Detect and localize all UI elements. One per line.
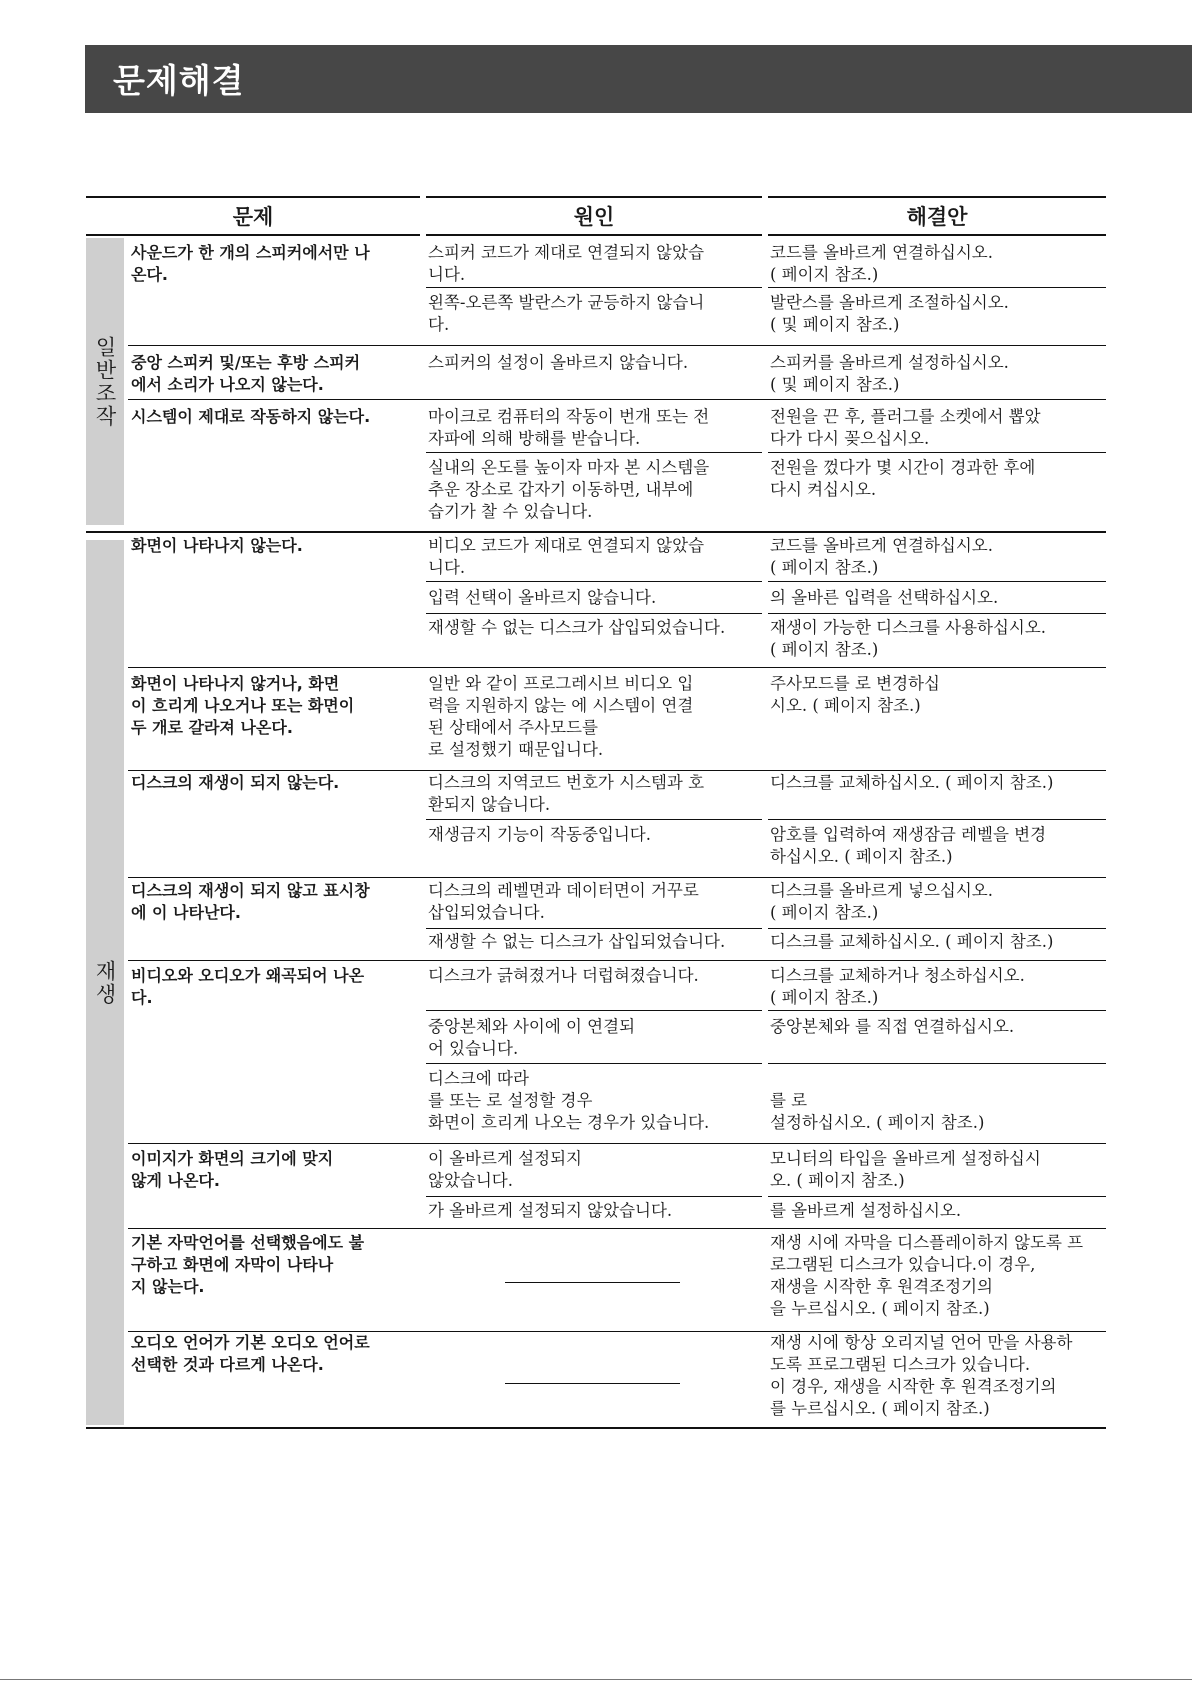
solution-text: 의 올바른 입력을 선택하십시오. (770, 588, 999, 607)
cause-text: 중앙본체와 사이에 이 연결되 어 있습니다. (428, 1017, 636, 1058)
row-divider (426, 581, 762, 582)
solution-text: 모니터의 타입을 올바르게 설정하십시 오. ( 페이지 참조.) (770, 1149, 1041, 1190)
table-bottom-rule (86, 1427, 1106, 1429)
page-title: 문제해결 (113, 61, 245, 100)
row-divider (426, 928, 762, 929)
solution-text: 디스크를 올바르게 넣으십시오. ( 페이지 참조.) (770, 881, 993, 922)
blank-cause-line (505, 1282, 680, 1283)
cause-text: 입력 선택이 올바르지 않습니다. (428, 588, 657, 607)
problem-text: 사운드가 한 개의 스피커에서만 나 온다. (131, 243, 370, 284)
solution-text: 중앙본체와 를 직접 연결하십시오. (770, 1017, 1015, 1036)
row-divider (768, 819, 1106, 820)
solution-text: 암호를 입력하여 재생잠금 레벨을 변경 하십시오. ( 페이지 참조.) (770, 825, 1047, 866)
row-divider (128, 399, 1106, 400)
cause-text: 가 올바르게 설정되지 않았습니다. (428, 1201, 673, 1220)
cause-text: 디스크가 긁혀졌거나 더럽혀졌습니다. (428, 966, 699, 985)
row-divider (768, 613, 1106, 614)
category-general (86, 238, 124, 525)
row-divider (426, 819, 762, 820)
solution-text: 재생이 가능한 디스크를 사용하십시오. ( 페이지 참조.) (770, 618, 1047, 659)
row-divider (768, 928, 1106, 929)
problem-text: 이미지가 화면의 크기에 맞지 않게 나온다. (131, 1149, 334, 1190)
solution-text: 를 올바르게 설정하십시오. (770, 1201, 962, 1220)
row-divider (128, 877, 1106, 878)
solution-text: 전원을 끈 후, 플러그를 소켓에서 뽑았 다가 다시 꽂으십시오. (770, 407, 1041, 448)
cause-text: 실내의 온도를 높이자 마자 본 시스템을 추운 장소로 갑자기 이동하면, 내부에 습기가 찰 수 있습니다. (428, 458, 710, 521)
row-divider (128, 345, 1106, 346)
row-divider (426, 452, 762, 453)
solution-text: 를 로 설정하십시오. ( 페이지 참조.) (770, 1091, 985, 1132)
problem-text: 중앙 스피커 및/또는 후방 스피커 에서 소리가 나오지 않는다. (131, 353, 361, 394)
row-divider (128, 770, 1106, 771)
solution-text: 스피커를 올바르게 설정하십시오. ( 및 페이지 참조.) (770, 353, 1009, 394)
solution-text: 재생 시에 항상 오리지널 언어 만을 사용하 도록 프로그램된 디스크가 있습니다. 이 경우, 재생을 시작한 후 원격조정기의 를 누르십시오. ( 페이지 참조.) (770, 1333, 1073, 1418)
problem-text: 오디오 언어가 기본 오디오 언어로 선택한 것과 다르게 나온다. (131, 1333, 370, 1374)
cause-text: 왼쪽-오른쪽 발란스가 균등하지 않습니 다. (428, 293, 705, 334)
problem-text: 기본 자막언어를 선택했음에도 불 구하고 화면에 자막이 나타나 지 않는다. (131, 1233, 365, 1296)
row-divider (768, 452, 1106, 453)
row-divider (768, 1010, 1106, 1011)
cause-text: 이 올바르게 설정되지 않았습니다. (428, 1149, 582, 1190)
cause-text: 스피커 코드가 제대로 연결되지 않았습 니다. (428, 243, 705, 284)
page-footer-rule (0, 1679, 1192, 1680)
row-divider (426, 287, 762, 288)
row-divider (128, 960, 1106, 961)
cause-text: 비디오 코드가 제대로 연결되지 않았습 니다. (428, 536, 705, 577)
category-playback (86, 540, 124, 1425)
solution-text: 디스크를 교체하거나 청소하십시오. ( 페이지 참조.) (770, 966, 1025, 1007)
row-divider (768, 287, 1106, 288)
solution-text: 주사모드를 로 변경하십 시오. ( 페이지 참조.) (770, 674, 940, 715)
cause-text: 재생금지 기능이 작동중입니다. (428, 825, 651, 844)
cause-text: 재생할 수 없는 디스크가 삽입되었습니다. (428, 618, 726, 637)
problem-text: 화면이 나타나지 않거나, 화면 이 흐리게 나오거나 또는 화면이 두 개로 갈라져 나온다. (131, 674, 355, 737)
row-divider (128, 1228, 1106, 1229)
row-divider (426, 613, 762, 614)
cause-text: 일반 와 같이 프로그레시브 비디오 입 력을 지원하지 않는 에 시스템이 연결 된 상태에서 주사모드를 로 설정했기 때문입니다. (428, 674, 694, 759)
problem-text: 디스크의 재생이 되지 않는다. (131, 773, 340, 792)
cause-text: 마이크로 컴퓨터의 작동이 번개 또는 전 자파에 의해 방해를 받습니다. (428, 407, 710, 448)
cause-text: 재생할 수 없는 디스크가 삽입되었습니다. (428, 932, 726, 951)
category-general-label: 일반조작 (93, 335, 117, 428)
solution-text: 재생 시에 자막을 디스플레이하지 않도록 프 로그램된 디스크가 있습니다.이 경우, 재생을 시작한 후 원격조정기의 을 누르십시오. ( 페이지 참조.) (770, 1233, 1084, 1318)
section-divider (86, 531, 1106, 533)
category-playback-label: 재생 (93, 959, 117, 1006)
blank-cause-line (505, 1383, 680, 1384)
row-divider (768, 581, 1106, 582)
row-divider (426, 1196, 762, 1197)
problem-text: 시스템이 제대로 작동하지 않는다. (131, 407, 371, 426)
row-divider (426, 1010, 762, 1011)
solution-text: 전원을 껐다가 몇 시간이 경과한 후에 다시 켜십시오. (770, 458, 1036, 499)
cause-text: 디스크의 지역코드 번호가 시스템과 호 환되지 않습니다. (428, 773, 705, 814)
problem-text: 화면이 나타나지 않는다. (131, 536, 303, 555)
problem-text: 비디오와 오디오가 왜곡되어 나온 다. (131, 966, 365, 1007)
row-divider (768, 1063, 1106, 1064)
row-divider (128, 667, 1106, 668)
solution-text: 발란스를 올바르게 조절하십시오. ( 및 페이지 참조.) (770, 293, 1009, 334)
solution-text: 디스크를 교체하십시오. ( 페이지 참조.) (770, 932, 1054, 951)
row-divider (128, 1143, 1106, 1144)
row-divider (426, 1063, 762, 1064)
cause-text: 디스크에 따라 를 또는 로 설정할 경우 화면이 흐리게 나오는 경우가 있습니다. (428, 1069, 710, 1132)
row-divider (768, 1196, 1106, 1197)
solution-text: 코드를 올바르게 연결하십시오. ( 페이지 참조.) (770, 536, 993, 577)
cause-text: 스피커의 설정이 올바르지 않습니다. (428, 353, 689, 372)
problem-text: 디스크의 재생이 되지 않고 표시창 에 이 나타난다. (131, 881, 370, 922)
cause-text: 디스크의 레벨면과 데이터면이 거꾸로 삽입되었습니다. (428, 881, 699, 922)
column-header-solution: 해결안 (768, 196, 1106, 236)
solution-text: 디스크를 교체하십시오. ( 페이지 참조.) (770, 773, 1054, 792)
column-header-cause: 원인 (426, 196, 762, 236)
column-header-problem: 문제 (86, 196, 420, 236)
solution-text: 코드를 올바르게 연결하십시오. ( 페이지 참조.) (770, 243, 993, 284)
